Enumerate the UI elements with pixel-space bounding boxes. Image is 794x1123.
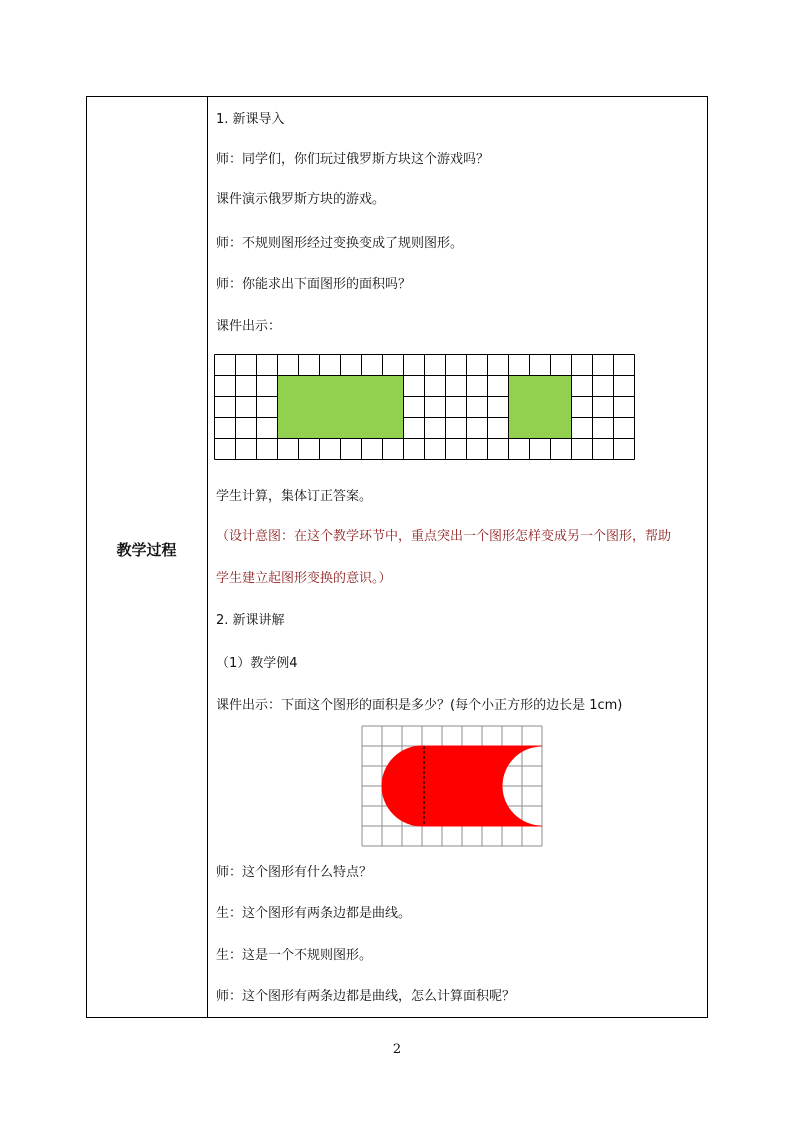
paragraph: 师：同学们，你们玩过俄罗斯方块这个游戏吗？ [216,152,490,167]
paragraph: 师：你能求出下面图形的面积吗？ [216,277,412,292]
grid-figure-rectangles [214,354,637,466]
design-intent-note: （设计意图：在这个教学环节中，重点突出一个图形怎样变成另一个图形，帮助 [216,529,672,544]
example-heading: （1）教学例4 [216,656,298,671]
paragraph: 课件演示俄罗斯方块的游戏。 [216,192,386,207]
paragraph: 课件出示：下面这个图形的面积是多少？(每个小正方形的边长是 1cm) [216,698,623,713]
section-heading-lecture: 2. 新课讲解 [216,613,285,628]
row-label: 教学过程 [116,541,177,559]
paragraph: 师：不规则图形经过变换变成了规则图形。 [216,236,464,251]
paragraph: 课件出示： [216,319,282,334]
design-intent-note: 学生建立起图形变换的意识。） [216,571,392,586]
paragraph: 师：这个图形有两条边都是曲线，怎么计算面积呢？ [216,989,516,1004]
page-number: 2 [392,1042,402,1057]
paragraph: 生：这是一个不规则图形。 [216,948,373,963]
paragraph: 师：这个图形有什么特点？ [216,865,373,880]
green-rectangle-large [278,376,404,439]
paragraph: 学生计算，集体订正答案。 [216,489,373,504]
table-column-divider [207,96,208,1018]
paragraph: 生：这个图形有两条边都是曲线。 [216,906,412,921]
green-rectangle-small [509,376,572,439]
grid-figure-curved-shape [361,725,556,847]
section-heading-intro: 1. 新课导入 [216,112,285,127]
